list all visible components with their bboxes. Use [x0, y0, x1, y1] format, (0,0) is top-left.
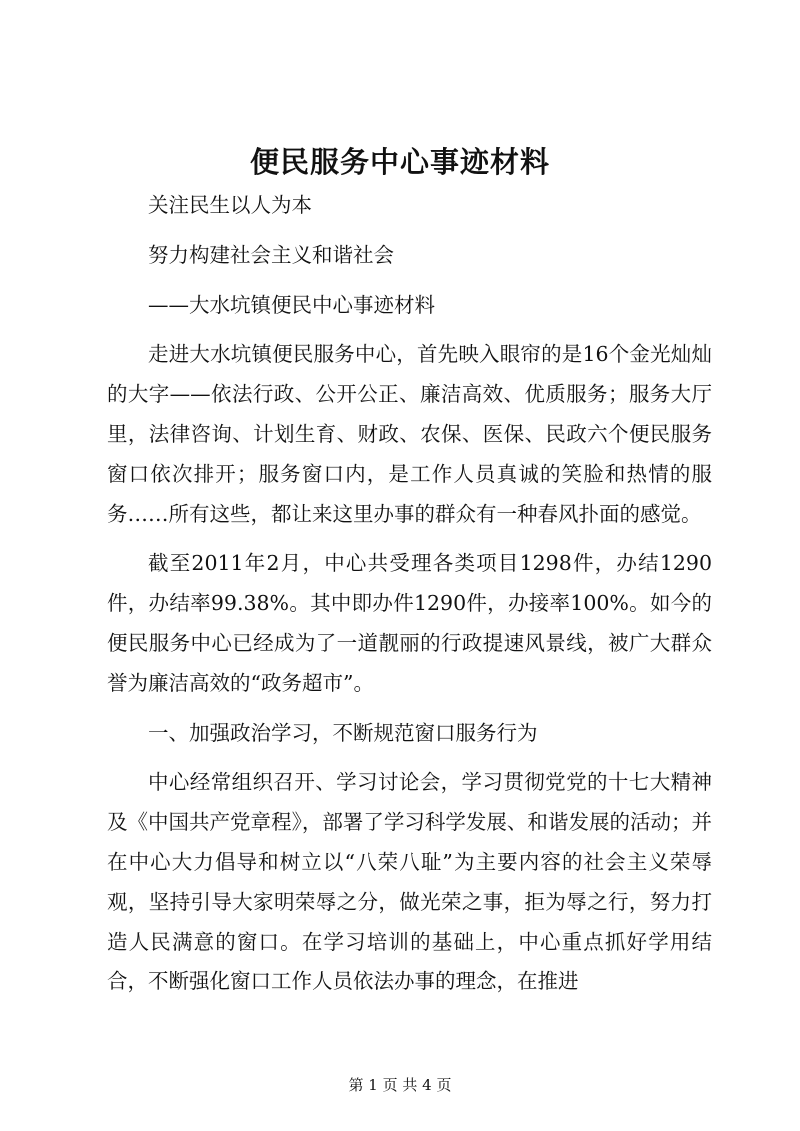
subtitle-line-3: ——大水坑镇便民中心事迹材料	[148, 292, 435, 317]
subtitle-line-2: 努力构建社会主义和谐社会	[148, 242, 394, 267]
body-paragraph: 中心经常组织召开、学习讨论会，学习贯彻党党的十七大精神及《中国共产党章程》，部署了学习科学发展、和谐发展的活动；并在中心大力倡导和树立以“八荣八耻”为主要内容的社会主义荣辱观，坚持引导大家明荣辱之分，做光荣之事，拒为辱之行，努力打造人民满意的窗口。在学习培训的基础上，中心重点抓好学用结合，不断强化窗口工作人员依法办事的理念，在推进	[107, 770, 712, 994]
document-title: 便民服务中心事迹材料	[249, 145, 550, 179]
document-body	[107, 186, 712, 1002]
body-paragraph: 截至2011年2月，中心共受理各类项目1298件，办结1290件，办结率99.38%。其中即办件1290件，办接率100%。如今的便民服务中心已经成为了一道靓丽的行政提速风景线，被广大群众誉为廉洁高效的“政务超市”。	[107, 551, 712, 695]
page-number-footer: 第 1 页 共 4 页	[348, 1076, 452, 1094]
subtitle-line-1: 关注民生以人为本	[148, 193, 312, 217]
body-paragraph: 走进大水坑镇便民服务中心，首先映入眼帘的是16个金光灿灿的大字——依法行政、公开公正、廉洁高效、优质服务；服务大厅里，法律咨询、计划生育、财政、农保、医保、民政六个便民服务窗口依次排开；服务窗口内，是工作人员真诚的笑脸和热情的服务……所有这些，都让来这里办事的群众有一种春风扑面的感觉。	[107, 342, 712, 526]
section-heading: 一、加强政治学习，不断规范窗口服务行为	[148, 720, 538, 745]
